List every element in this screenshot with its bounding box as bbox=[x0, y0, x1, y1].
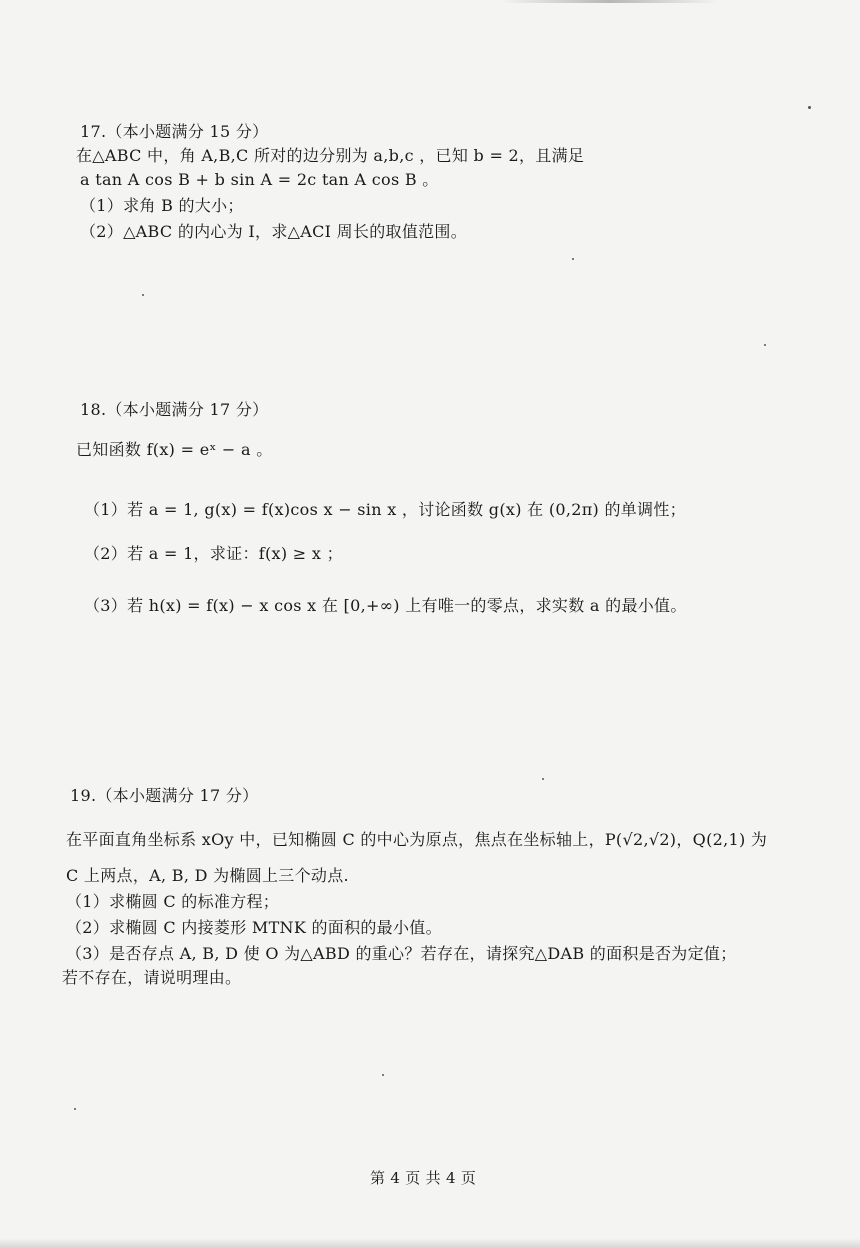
problem-17-line: a tan A cos B + b sin A = 2c tan A cos B 。 bbox=[80, 170, 439, 189]
problem-18-header: 18.（本小题满分 17 分） bbox=[80, 400, 269, 419]
problem-17-line: （1）求角 B 的大小； bbox=[80, 196, 244, 215]
scan-speck bbox=[542, 778, 544, 780]
problem-19-line: （3）是否存点 A, B, D 使 O 为△ABD 的重心？若存在，请探究△DAB 的面积是否为定值； bbox=[66, 944, 737, 963]
scan-speck bbox=[572, 258, 574, 260]
problem-19-line: C 上两点，A, B, D 为椭圆上三个动点. bbox=[66, 866, 349, 885]
scan-fold-bottom bbox=[0, 1238, 860, 1248]
problem-17-line: 在△ABC 中，角 A,B,C 所对的边分别为 a,b,c ，已知 b = 2，且满足 bbox=[76, 146, 585, 165]
page-number-footer: 第 4 页 共 4 页 bbox=[370, 1169, 477, 1187]
problem-19-line: 在平面直角坐标系 xOy 中，已知椭圆 C 的中心为原点，焦点在坐标轴上，P(√2,√2)，Q(2,1) 为 bbox=[66, 830, 768, 849]
problem-17-line: （2）△ABC 的内心为 I，求△ACI 周长的取值范围。 bbox=[80, 222, 468, 241]
scan-speck bbox=[764, 344, 766, 346]
problem-17-header: 17.（本小题满分 15 分） bbox=[80, 122, 269, 141]
problem-19-header: 19.（本小题满分 17 分） bbox=[70, 786, 259, 805]
problem-18-line: （1）若 a = 1, g(x) = f(x)cos x − sin x ，讨论函数 g(x) 在 (0,2π) 的单调性； bbox=[84, 500, 686, 519]
scan-fold-top bbox=[500, 0, 720, 3]
problem-18-line: （2）若 a = 1，求证：f(x) ≥ x ； bbox=[84, 544, 343, 563]
problem-18-line: （3）若 h(x) = f(x) − x cos x 在 [0,+∞) 上有唯一的零点，求实数 a 的最小值。 bbox=[84, 596, 687, 615]
scan-speck bbox=[382, 1074, 384, 1076]
scan-speck bbox=[808, 106, 811, 109]
scan-speck bbox=[74, 1108, 76, 1110]
scan-speck bbox=[142, 294, 144, 296]
problem-18-line: 已知函数 f(x) = eˣ − a 。 bbox=[76, 440, 273, 459]
problem-19-line: （2）求椭圆 C 内接菱形 MTNK 的面积的最小值。 bbox=[66, 918, 442, 937]
problem-19-line: （1）求椭圆 C 的标准方程； bbox=[66, 892, 280, 911]
problem-19-line: 若不存在，请说明理由。 bbox=[62, 968, 242, 987]
